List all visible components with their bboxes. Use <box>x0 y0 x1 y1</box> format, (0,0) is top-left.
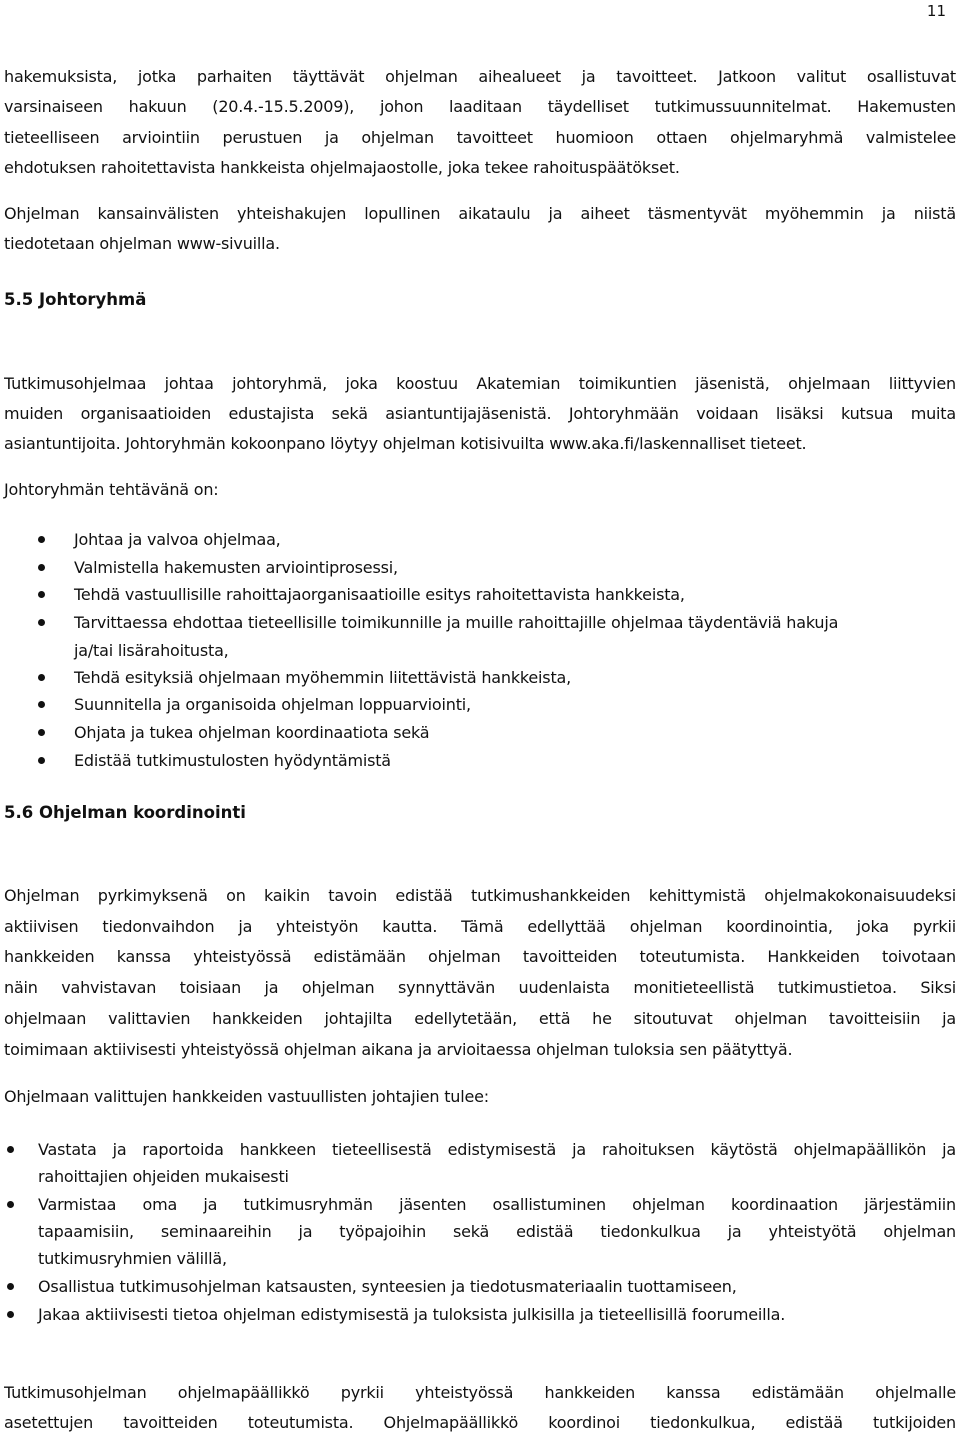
paragraph-line: Ohjelman kansainvälisten yhteishakujen lopullinen aikataulu ja aiheet täsmentyvät myöhemmin ja niistä <box>4 204 956 223</box>
paragraph-line: Tutkimusohjelmaa johtaa johtoryhmä, joka koostuu Akatemian toimikuntien jäsenistä, ohjelmaan liittyvien <box>4 374 956 393</box>
bullet-icon <box>38 729 45 736</box>
list-item: Edistää tutkimustulosten hyödyntämistä <box>74 751 391 770</box>
paragraph-line: Ohjelman pyrkimyksenä on kaikin tavoin edistää tutkimushankkeiden kehittymistä ohjelmakokonaisuudeksi <box>4 886 956 905</box>
page-number: 11 <box>926 2 946 20</box>
list-item-continuation: rahoittajien ohjeiden mukaisesti <box>38 1167 289 1186</box>
list-item: Tehdä esityksiä ohjelmaan myöhemmin liitettävistä hankkeista, <box>74 668 572 687</box>
bullet-icon <box>7 1146 14 1153</box>
bullet-icon <box>38 674 45 681</box>
list-item-continuation: ja/tai lisärahoitusta, <box>74 641 229 660</box>
bullet-icon <box>38 564 45 571</box>
paragraph-line: asetettujen tavoitteiden toteutumista. Ohjelmapäällikkö koordinoi tiedonkulkua, edistää tutkijoiden <box>4 1413 956 1432</box>
paragraph-line: ohjelmaan valittavien hankkeiden johtajilta edellytetään, että he sitoutuvat ohjelman tavoitteisiin ja <box>4 1009 956 1028</box>
paragraph-line: näin vahvistavan toisiaan ja ohjelman synnyttävän uudenlaista monitieteellistä tutkimustietoa. Siksi <box>4 978 956 997</box>
section-heading-5-5: 5.5 Johtoryhmä <box>4 290 147 309</box>
paragraph-line: Ohjelmaan valittujen hankkeiden vastuullisten johtajien tulee: <box>4 1087 489 1106</box>
list-item: Varmistaa oma ja tutkimusryhmän jäsenten osallistuminen ohjelman koordinaation järjestämiin <box>38 1195 956 1214</box>
list-item: Tarvittaessa ehdottaa tieteellisille toimikunnille ja muille rahoittajille ohjelmaa täydentäviä hakuja <box>74 613 839 632</box>
paragraph-line: Johtoryhmän tehtävänä on: <box>4 480 219 499</box>
bullet-icon <box>38 619 45 626</box>
paragraph-line: varsinaiseen hakuun (20.4.-15.5.2009), johon laaditaan täydelliset tutkimussuunnitelmat. Hakemusten <box>4 97 956 116</box>
paragraph-line: Tutkimusohjelman ohjelmapäällikkö pyrkii yhteistyössä hankkeiden kanssa edistämään ohjelmalle <box>4 1383 956 1402</box>
bullet-icon <box>7 1311 14 1318</box>
bullet-icon <box>7 1283 14 1290</box>
paragraph-line: asiantuntijoita. Johtoryhmän kokoonpano löytyy ohjelman kotisivuilta www.aka.fi/laskennalliset tieteet. <box>4 434 807 453</box>
list-item-continuation: tapaamisiin, seminaareihin ja työpajoihin sekä edistää tiedonkulkua ja yhteistyötä ohjelman <box>38 1222 956 1241</box>
bullet-icon <box>38 701 45 708</box>
list-item: Jakaa aktiivisesti tietoa ohjelman edistymisestä ja tuloksista julkisilla ja tieteellisillä foorumeilla. <box>38 1305 786 1324</box>
section-heading-5-6: 5.6 Ohjelman koordinointi <box>4 803 246 822</box>
bullet-icon <box>38 536 45 543</box>
paragraph-line: muiden organisaatioiden edustajista sekä asiantuntijajäsenistä. Johtoryhmään voidaan lisäksi kutsua muita <box>4 404 956 423</box>
bullet-icon <box>38 591 45 598</box>
paragraph-line: tiedotetaan ohjelman www-sivuilla. <box>4 234 280 253</box>
list-item: Vastata ja raportoida hankkeen tieteellisestä edistymisestä ja rahoituksen käytöstä ohjelmapäällikön ja <box>38 1140 956 1159</box>
list-item-continuation: tutkimusryhmien välillä, <box>38 1249 227 1268</box>
paragraph-line: ehdotuksen rahoitettavista hankkeista ohjelmajaostolle, joka tekee rahoituspäätökset. <box>4 158 680 177</box>
bullet-icon <box>7 1201 14 1208</box>
list-item: Valmistella hakemusten arviointiprosessi, <box>74 558 398 577</box>
paragraph-line: hakemuksista, jotka parhaiten täyttävät ohjelman aihealueet ja tavoitteet. Jatkoon valitut osallistuvat <box>4 67 956 86</box>
list-item: Suunnitella ja organisoida ohjelman loppuarviointi, <box>74 695 471 714</box>
paragraph-line: tieteelliseen arviointiin perustuen ja ohjelman tavoitteet huomioon ottaen ohjelmaryhmä valmistelee <box>4 128 956 147</box>
list-item: Tehdä vastuullisille rahoittajaorganisaatioille esitys rahoitettavista hankkeista, <box>74 585 685 604</box>
list-item: Osallistua tutkimusohjelman katsausten, synteesien ja tiedotusmateriaalin tuottamiseen, <box>38 1277 737 1296</box>
paragraph-line: hankkeiden kanssa yhteistyössä edistämään ohjelman tavoitteiden toteutumista. Hankkeiden toivotaan <box>4 947 956 966</box>
list-item: Johtaa ja valvoa ohjelmaa, <box>74 530 281 549</box>
bullet-icon <box>38 757 45 764</box>
paragraph-line: toimimaan aktiivisesti yhteistyössä ohjelman aikana ja arvioitaessa ohjelman tuloksia sen päätyttyä. <box>4 1040 793 1059</box>
list-item: Ohjata ja tukea ohjelman koordinaatiota sekä <box>74 723 430 742</box>
paragraph-line: aktiivisen tiedonvaihdon ja yhteistyön kautta. Tämä edellyttää ohjelman koordinointia, joka pyrkii <box>4 917 956 936</box>
